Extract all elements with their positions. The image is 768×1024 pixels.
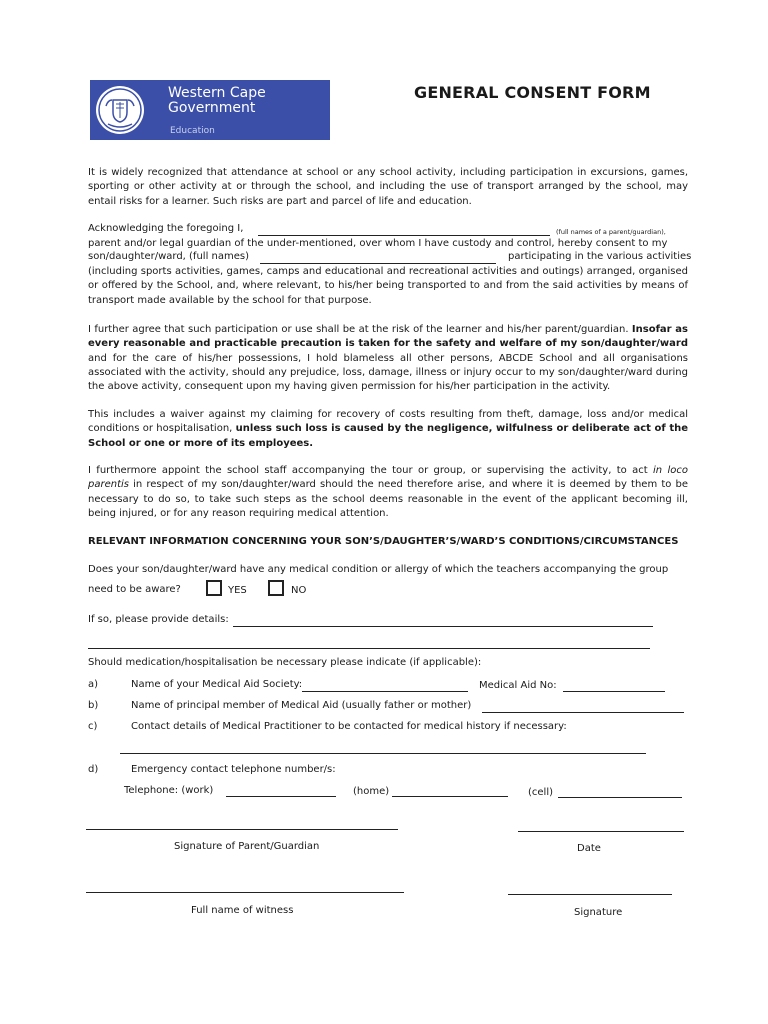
medical-aid-no-label: Medical Aid No:	[479, 680, 557, 691]
medical-aid-society-field[interactable]	[302, 691, 468, 692]
no-label: NO	[291, 585, 307, 596]
telephone-work-field[interactable]	[226, 796, 336, 797]
medical-practitioner-label: Contact details of Medical Practitioner to be contacted for medical history if necessary:	[131, 721, 567, 732]
page-title: GENERAL CONSENT FORM	[414, 83, 651, 102]
medication-label: Should medication/hospitalisation be necessary please indicate (if applicable):	[88, 657, 482, 668]
medical-aid-no-field[interactable]	[563, 691, 665, 692]
wcg-logo	[90, 80, 330, 140]
yes-checkbox[interactable]	[206, 580, 222, 596]
date-field[interactable]	[518, 831, 684, 832]
section-heading: RELEVANT INFORMATION CONCERNING YOUR SON’S/DAUGHTER’S/WARD’S CONDITIONS/CIRCUMSTANCES	[88, 536, 679, 547]
medical-question-cont: need to be aware?	[88, 584, 181, 595]
logo-text-line1: Western Cape	[168, 85, 266, 101]
parent-name-note: (full names of a parent/guardian),	[556, 228, 666, 236]
item-c-letter: c)	[88, 721, 98, 732]
ward-name-field[interactable]	[260, 263, 496, 264]
principal-member-label: Name of principal member of Medical Aid (usually father or mother)	[131, 700, 472, 711]
participating-label: participating in the various activities	[508, 251, 692, 262]
paragraph-risk-agreement: I further agree that such participation or use shall be at the risk of the learner and his/her parent/guardian. Insofar as every reasonable and practicable precaution is taken for the safety and welfare of my son/daughter/ward and for the care of his/her possessions, I hold blameless all other persons, ABCDE School and all organisations associated with the activity, should any prejudice, loss, damage, illness or injury occur to my son/daughter/ward during the above activity, consequent upon my having given permission for his/her participation in the activity.	[88, 324, 688, 393]
details-label: If so, please provide details:	[88, 614, 229, 625]
medical-aid-society-label: Name of your Medical Aid Society:	[131, 679, 303, 690]
acknowledging-label: Acknowledging the foregoing I,	[88, 223, 244, 234]
activities-text: (including sports activities, games, camps and educational and recreational activities and outings) arranged, organised or offered by the School, and, where relevant, to his/her being transported to and from the said activities by means of transport made available by the school for that purpose.	[88, 266, 688, 306]
parent-signature-field[interactable]	[86, 829, 398, 830]
item-b-letter: b)	[88, 700, 99, 711]
item-a-letter: a)	[88, 679, 99, 690]
parent-signature-label: Signature of Parent/Guardian	[174, 841, 320, 852]
no-checkbox[interactable]	[268, 580, 284, 596]
witness-signature-label: Signature	[574, 907, 623, 918]
telephone-home-field[interactable]	[392, 796, 508, 797]
witness-name-field[interactable]	[86, 892, 404, 893]
paragraph-waiver: This includes a waiver against my claiming for recovery of costs resulting from theft, damage, loss and/or medical conditions or hospitalisation, unless such loss is caused by the negligence, wilfulness or deliberate act of the School or one or more of its employees.	[88, 409, 689, 449]
yes-label: YES	[228, 585, 247, 596]
principal-member-field[interactable]	[482, 712, 684, 713]
ward-name-label: son/daughter/ward, (full names)	[88, 251, 250, 262]
consent-line: parent and/or legal guardian of the under-mentioned, over whom I have custody and control, hereby consent to my	[88, 238, 668, 249]
telephone-work-label: Telephone: (work)	[124, 785, 214, 796]
telephone-cell-field[interactable]	[558, 797, 682, 798]
details-field[interactable]	[233, 626, 653, 627]
witness-signature-field[interactable]	[508, 894, 672, 895]
medical-question: Does your son/daughter/ward have any medical condition or allergy of which the teachers accompanying the group	[88, 564, 669, 575]
witness-name-label: Full name of witness	[191, 905, 294, 916]
telephone-cell-label: (cell)	[528, 787, 554, 798]
parent-name-field[interactable]	[258, 235, 550, 236]
logo-text-line3: Education	[170, 126, 215, 136]
medical-practitioner-field[interactable]	[120, 753, 646, 754]
telephone-home-label: (home)	[353, 786, 390, 797]
details-field-2[interactable]	[88, 648, 650, 649]
coat-of-arms-icon	[96, 86, 144, 134]
item-d-letter: d)	[88, 764, 99, 775]
paragraph-risks: It is widely recognized that attendance at school or any school activity, including participation in excursions, games, sporting or other activity at or through the school, and including the use of transport arranged by the school, may entail risks for a learner. Such risks are part and parcel of life and education.	[88, 167, 688, 207]
logo-text-line2: Government	[168, 100, 256, 116]
date-label: Date	[577, 843, 601, 854]
paragraph-loco-parentis: I furthermore appoint the school staff accompanying the tour or group, or supervising the activity, to act in loco parentis in respect of my son/daughter/ward should the need therefore arise, and where it is deemed by them to be necessary to do so, to take such steps as the school deems reasonable in the event of the applicant becoming ill, being injured, or for any reason requiring medical attention.	[88, 465, 688, 519]
emergency-contact-label: Emergency contact telephone number/s:	[131, 764, 336, 775]
